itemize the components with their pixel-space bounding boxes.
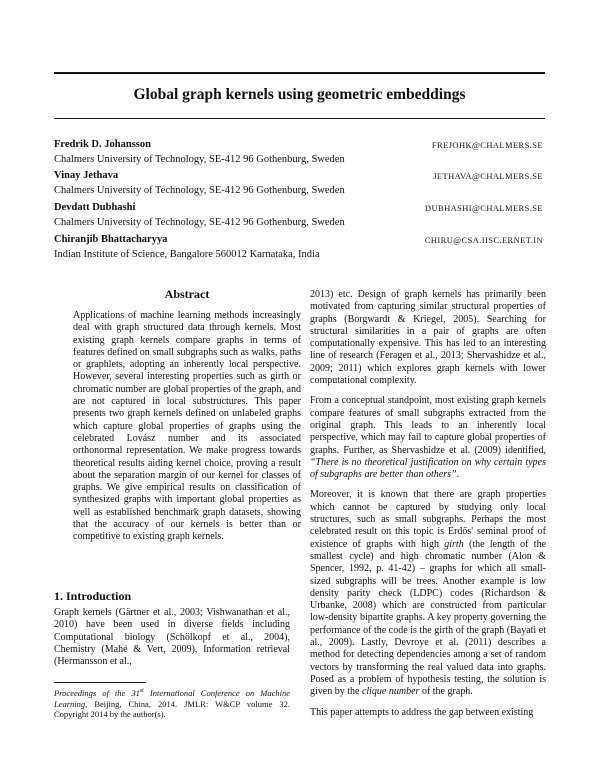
author-name: Fredrik D. Johansson [54,139,151,150]
author-block [54,202,545,234]
right-column [310,289,546,727]
introduction-paragraph: Graph kernels (Gärtner et al., 2003; Vishwanathan et al., 2010) have been used in diverse fields including Computational biology (Schölkopf et al., 2004), Chemistry (Mahé & Vert, 2009), Information retrieval (Hermansson et al., [54,607,290,668]
author-affiliation: Chalmers University of Technology, SE-412 96 Gothenburg, Sweden [54,154,345,165]
term-girth: girth [444,538,464,550]
author-email: DUBHASHI@CHALMERS.SE [424,203,543,213]
author-affiliation: Chalmers University of Technology, SE-412 96 Gothenburg, Sweden [54,217,345,228]
author-name: Devdatt Dubhashi [54,202,136,213]
author-name: Vinay Jethava [54,170,119,181]
title-bottom-rule [54,118,545,119]
paper-title: Global graph kernels using geometric embeddings [133,86,466,103]
term-clique-number: clique number [361,686,420,698]
author-name: Chiranjib Bhattacharyya [54,234,168,245]
body-paragraph [310,395,546,481]
footnote-prefix: Proceedings of the 31 [54,688,140,698]
author-email: CHIRU@CSA.IISC.ERNET.IN [424,235,543,245]
paragraph-text: of the graph. [419,686,473,698]
footnote-conference: International Conference on Machine Learning [54,688,290,709]
body-paragraph: This paper attempts to address the gap between existing [310,706,534,718]
author-affiliation: Indian Institute of Science, Bangalore 560012 Karnataka, India [54,249,320,260]
paragraph-text: (the length of the smallest cycle) and high chromatic number (Alon & Spencer, 1992, p. 41-42) – graphs for which all small-sized subgraphs will be trees. Another example is low density parity check (LDPC) codes (Richardson & Urbanke, 2008) which are constructed from particular low-density bipartite graphs. A key property governing the performance of the code is the girth of the graph (Bayati et al., 2009). Lastly, Devroye et al. (2011) describes a method for detecting dependencies among a set of random vectors by transforming the real valued data into graphs. Posed as a problem of hypothesis testing, the solution is given by the [310,538,547,698]
footnote-sup: st [139,688,144,695]
paragraph-text: Moreover, it is known that there are graph properties which cannot be captured by studying only local structures, such as small subgraphs. Perhaps the most celebrated result on this topic is Erdős' seminal proof of existence of graphs with high [310,489,546,550]
author-block [54,170,545,202]
author-block [54,139,545,171]
quote-text: “There is no theoretical justification on why certain types of subgraphs are better than others” [310,456,546,481]
paragraph-text: . [456,469,460,481]
paragraph-text: From a conceptual standpoint, most existing graph kernels compare features of small subgraphs extracted from the original graph. This leads to an inherently local perspective, which may fail to capture global properties of graphs. Further, as Shervashidze et al. (2009) identified, [310,395,546,456]
body-paragraph: 2013) etc. Design of graph kernels has primarily been motivated from capturing similar structural properties of graphs (Borgwardt & Kriegel, 2005). Searching for structural similarities in a pair of graphs are often computationally expensive. This has led to an interesting line of research (Feragen et al., 2013; Shervashidze et al., 2009; 2011) which explores graph kernels with lower computational complexity. [310,289,546,387]
introduction-heading: 1. Introduction [54,589,132,603]
title-top-rule [54,72,545,74]
author-affiliation: Chalmers University of Technology, SE-412 96 Gothenburg, Sweden [54,185,345,196]
author-email: JETHAVA@CHALMERS.SE [433,171,543,181]
abstract-section [73,287,301,544]
body-paragraph [310,489,546,698]
abstract-heading: Abstract [164,287,210,301]
abstract-text: Applications of machine learning methods increasingly deal with graph structured data through kernels. Most existing graph kernels compare graphs in terms of features defined on small subgraphs such as walks, paths or graphlets, adopting an inherently local perspective. However, several interesting properties such as girth or chromatic number are global properties of the graph, and are not captured in local substructures. This paper presents two graph kernels defined on unlabeled graphs which capture global properties of graphs using the celebrated Lovász number and its associated orthonormal representation. We make progress towards theoretical results aiding kernel choice, proving a result about the separation margin of our kernel for classes of graphs. We give empirical results on classification of synthesized graphs with important global properties as well as established benchmark graph datasets, showing that the accuracy of our kernels is better than or competitive to existing graph kernels. [73,310,301,543]
footnote-rest: , Beijing, China, 2014. JMLR: W&CP volume 32. Copyright 2014 by the author(s). [54,698,290,720]
author-email: FREJOHK@CHALMERS.SE [431,140,543,150]
author-block [54,234,545,266]
footnote-rule [54,682,146,683]
footnote [54,688,290,720]
